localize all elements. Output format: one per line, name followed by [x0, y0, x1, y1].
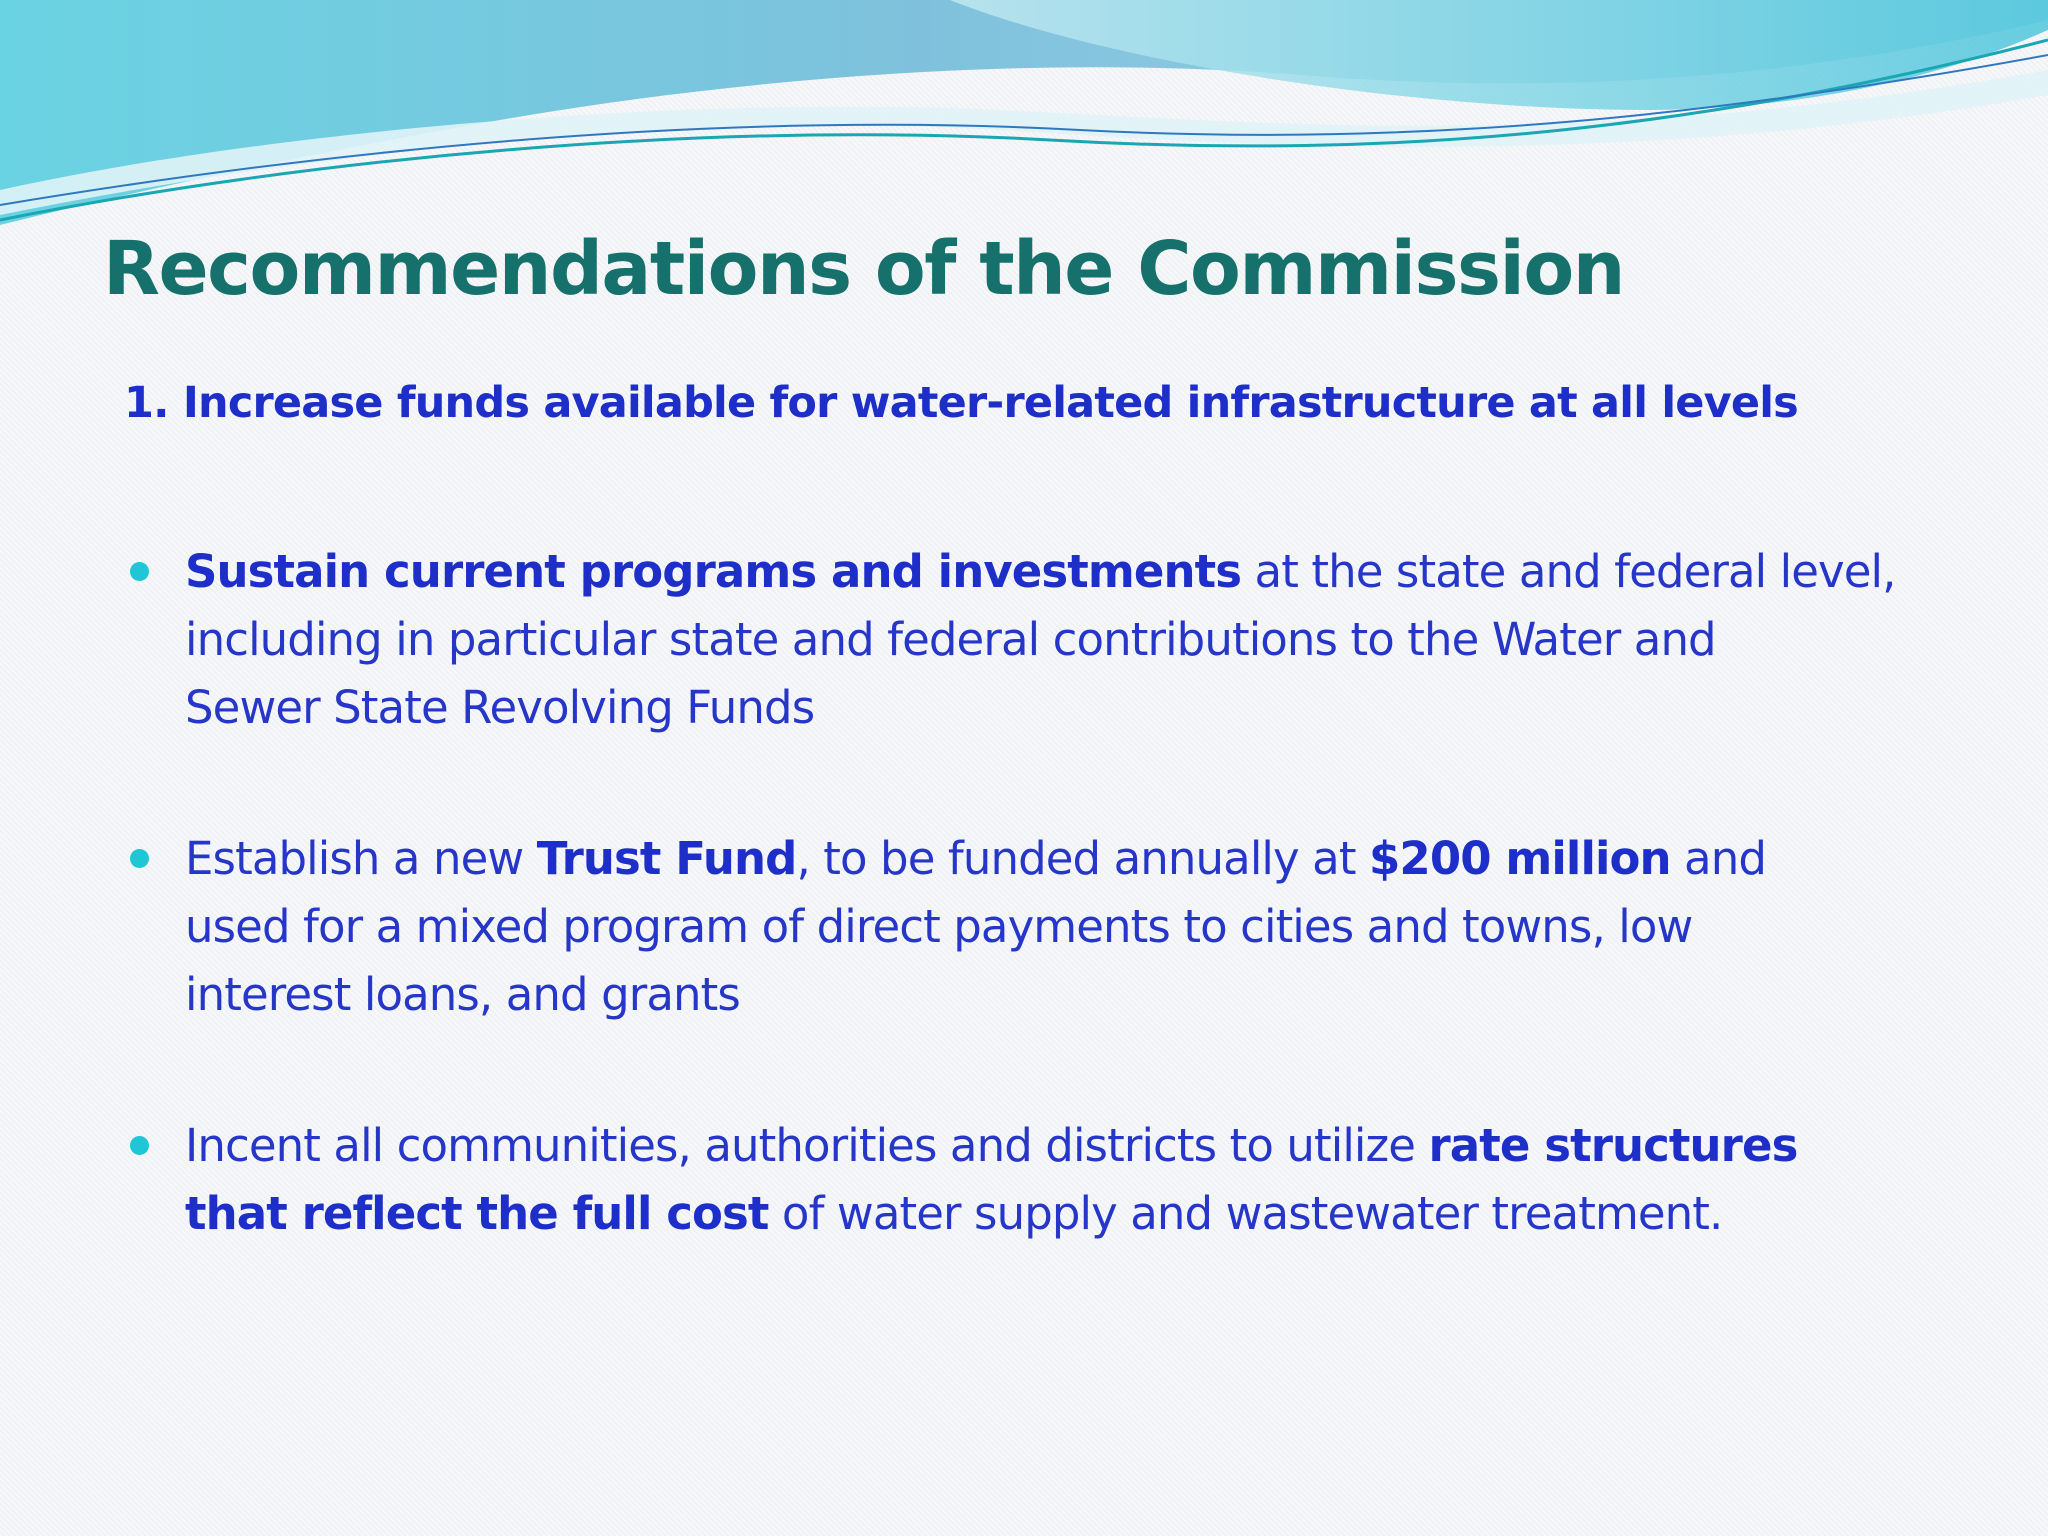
bullet-text: interest loans, and grants [185, 968, 740, 1021]
bullet-item-trust-fund [130, 825, 1930, 1029]
bullet-text: of water supply and wastewater treatment. [768, 1187, 1723, 1240]
bullet-list [130, 538, 1930, 1331]
bullet-text: at the state and federal level, [1241, 545, 1896, 598]
bullet-dot-icon [130, 849, 149, 868]
bullet-text: that reflect the full cost [185, 1187, 769, 1240]
bullet-text: Trust Fund [536, 832, 797, 885]
decorative-wave [0, 0, 2048, 260]
bullet-text: including in particular state and federal contributions to the Water and [185, 613, 1716, 666]
bullet-text: and [1670, 832, 1767, 885]
slide-subtitle: 1. Increase funds available for water-related infrastructure at all levels [124, 378, 1798, 428]
bullet-text: used for a mixed program of direct payments to cities and towns, low [185, 900, 1693, 953]
bullet-item-sustain-programs [130, 538, 1930, 742]
bullet-text: Establish a new [185, 832, 537, 885]
bullet-text: Sewer State Revolving Funds [185, 681, 815, 734]
bullet-text: Sustain current programs and investments [185, 545, 1242, 598]
bullet-text: rate structures [1428, 1119, 1798, 1172]
bullet-dot-icon [130, 1136, 149, 1155]
bullet-dot-icon [130, 562, 149, 581]
bullet-text: $200 million [1369, 832, 1671, 885]
bullet-item-rate-structures [130, 1112, 1930, 1248]
bullet-text: Incent all communities, authorities and districts to utilize [185, 1119, 1429, 1172]
bullet-text: , to be funded annually at [796, 832, 1369, 885]
slide-title: Recommendations of the Commission [103, 226, 1624, 312]
